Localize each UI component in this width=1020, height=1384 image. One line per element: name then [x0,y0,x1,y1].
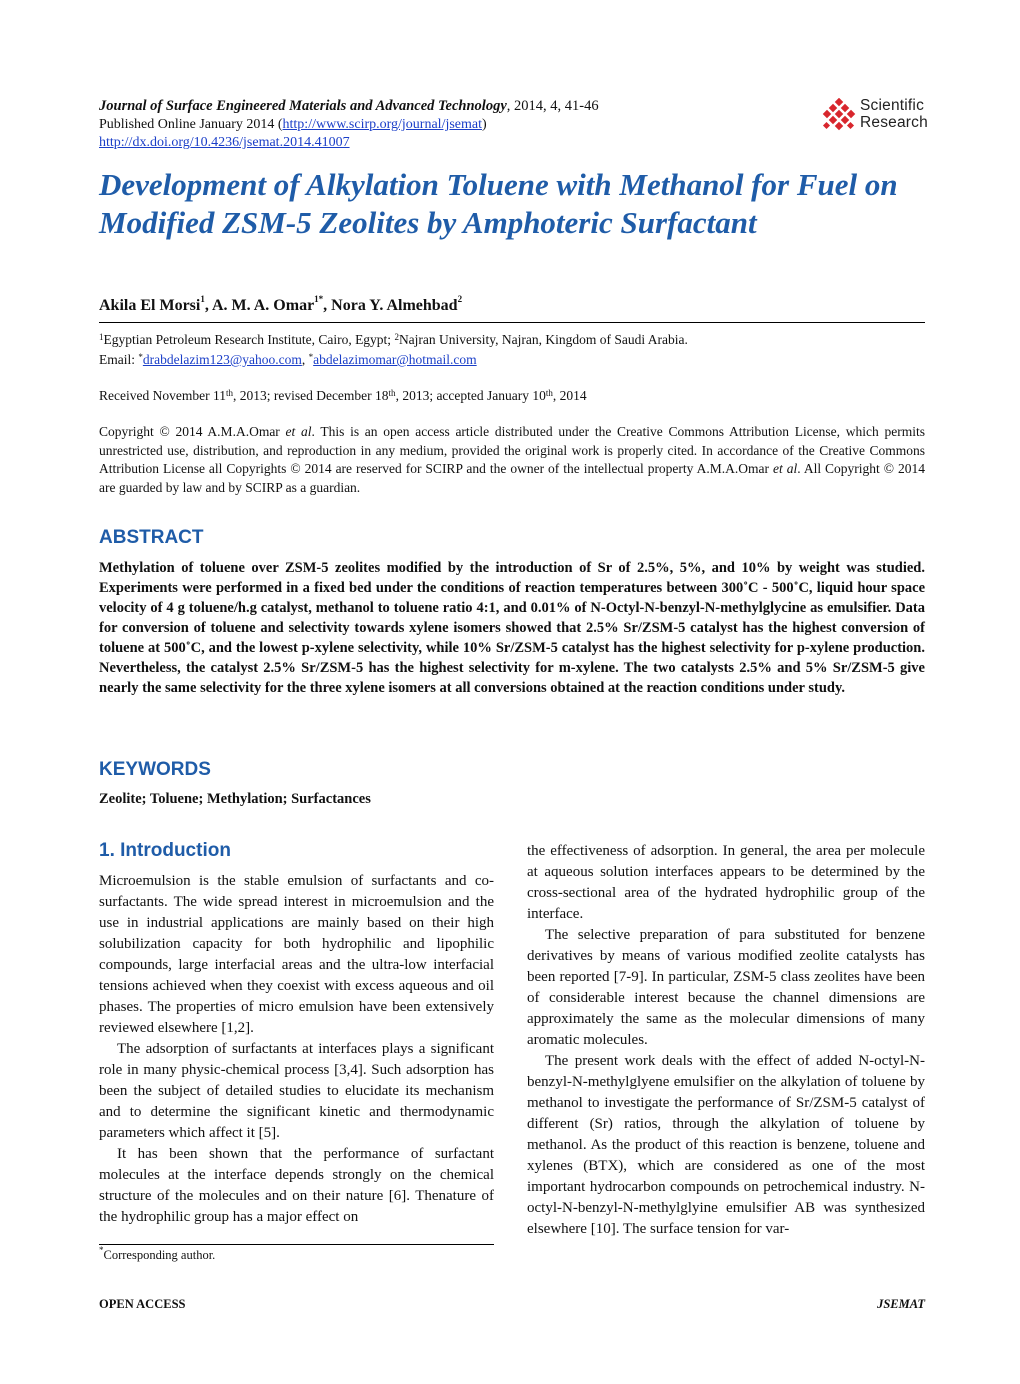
keywords-heading: KEYWORDS [99,759,211,780]
author-list: Akila El Morsi$^1$, A. M. A. Omar$^{1*}$, Nora Y. Almehbad$^2$ [99,294,463,314]
footnote: *Corresponding author. [99,1245,216,1262]
paragraph: The adsorption of surfactants at interfaces plays a significant role in many physic-chemical process [3,4]. Such adsorption has been the subject of detailed studies to elucidate its mechanism and to determine the significant kinetic and thermodynamic parameters which affect it [5]. [99,1041,494,1141]
keywords-text: Zeolite; Toluene; Methylation; Surfactances [99,791,371,807]
journal-name: Journal of Surface Engineered Materials and Advanced Technology [99,98,507,114]
journal-url-link[interactable]: http://www.scirp.org/journal/jsemat [282,117,483,132]
published-line: Published Online January 2014 (http://www.scirp.org/journal/jsemat) [99,117,487,132]
scirp-logo [822,96,926,136]
author-divider [99,322,925,323]
logo-square [847,122,854,129]
logo-square [835,122,843,130]
paragraph: It has been shown that the performance of surfactant molecules at the interface depends strongly on the chemical structure of the molecules and on their nature [6]. Thenature of the hydrophilic group has a major effect on [99,1146,494,1225]
paragraph: The present work deals with the effect of added N-octyl-N-benzyl-N-methylglyene emulsifier on the alkylation of toluene by methanol to investigate the performance of Sr/ZSM-5 catalyst of different (Sr) ratios, through the alkylation of toluene by methanol. As the product of this reaction is benzene, toluene and xylenes (BTX), which are considered as one of the most important hydrocarbon compounds on petrochemical industry. N-octyl-N-benzyl-N-methylglyine emulsifier AB was synthesized elsewhere [10]. The surface tension for var- [527,1053,925,1237]
email-link-1[interactable]: drabdelazim123@yahoo.com [142,352,302,367]
paragraph: the effectiveness of adsorption. In general, the area per molecule at aqueous solution interfaces appears to be determined by the cross-sectional area of the hydrated hydrophilic group of the interface. [527,843,925,922]
footer-journal-abbrev: JSEMAT [877,1297,925,1311]
logo-text-line1: Scientific [860,97,925,114]
logo-square [823,110,831,118]
logo-square [841,104,849,112]
paragraph: Microemulsion is the stable emulsion of surfactants and co-surfactants. The wide spread interest in microemulsion and the use in industrial applications are mainly based on their high solubilization capacity for both hydrophilic and lipophilic compounds, large interfacial areas and the ultra-low interfacial tensions achieved when they coexist with excess aqueous and oil phases. The properties of micro emulsion have been extensively reviewed elsewhere [1,2]. [99,873,494,1036]
journal-volume: , 2014, 4, 41-46 [506,98,599,114]
logo-text-line2: Research [860,114,928,131]
article-title: Development of Alkylation Toluene with Methanol for Fuel on Modified ZSM-5 Zeolites by Amphoteric Surfactant [99,167,898,240]
left-column [99,871,494,1228]
introduction-heading: 1. Introduction [99,840,231,861]
abstract-text: Methylation of toluene over ZSM-5 zeolites modified by the introduction of Sr of 2.5%, 5%, and 10% by weight was studied. Experiments were performed in a fixed bed under the conditions of reaction temperatures between 300˚C - 500˚C, liquid hour space velocity of 4 g toluene/h.g catalyst, methanol to toluene ratio 4:1, and 0.01% of N-Octyl-N-benzyl-N-methylglycine as emulsifier. Data for conversion of toluene and selectivity towards xylene isomers showed that 2.5% Sr/ZSM-5 catalyst has the highest conversion of toluene at 500˚C, and the lowest p-xylene selectivity, while 10% Sr/ZSM-5 catalyst has the highest selectivity for p-xylene production. Nevertheless, the catalyst 2.5% Sr/ZSM-5 has the highest selectivity for m-xylene. The two catalysts 2.5% and 5% Sr/ZSM-5 give nearly the same selectivity for the three xylene isomers at all conversions obtained at the reaction conditions under study. [99,560,925,696]
scientific-research-logo-icon [822,98,856,132]
journal-citation [99,97,599,116]
email-line: Email: *drabdelazim123@yahoo.com, *abdelazimomar@hotmail.com [99,352,477,367]
footnote-divider [99,1244,494,1245]
footer-open-access: OPEN ACCESS [99,1297,186,1311]
abstract-heading: ABSTRACT [99,527,204,548]
doi-link[interactable]: http://dx.doi.org/10.4236/jsemat.2014.41007 [99,135,350,150]
logo-square [847,110,855,118]
affiliations: $^1$Egyptian Petroleum Research Institute, Cairo, Egypt; $^2$Najran University, Najran, Kingdom of Saudi Arabia. [99,332,688,347]
copyright-notice: Copyright © 2014 A.M.A.Omar et al. This is an open access article distributed under the Creative Commons Attribution License, which permits unrestricted use, distribution, and reproduction in any medium, provided the original work is properly cited. In accordance of the Creative Commons Attribution License all Copyrights © 2014 are reserved for SCIRP and the owner of the intellectual property A.M.A.Omar et al. All Copyright © 2014 are guarded by law and by SCIRP as a guardian. [99,424,925,495]
paragraph: The selective preparation of para substituted for benzene derivatives by means of various modified zeolite catalysts has been reported [7-9]. In particular, ZSM-5 class zeolites have been of considerable interest because the channel dimensions are approximately the same as the molecular dimensions of many aromatic molecules. [527,927,925,1048]
right-column [527,841,925,1240]
email-link-2[interactable]: abdelazimomar@hotmail.com [313,352,477,367]
logo-square [841,116,849,124]
received-dates: Received November 11th, 2013; revised December 18th, 2013; accepted January 10th, 2014 [99,388,587,403]
logo-square [835,110,843,118]
logo-square [829,116,837,124]
doi-line [99,134,350,151]
logo-square [823,122,830,129]
logo-square [835,98,843,106]
logo-square [829,104,837,112]
